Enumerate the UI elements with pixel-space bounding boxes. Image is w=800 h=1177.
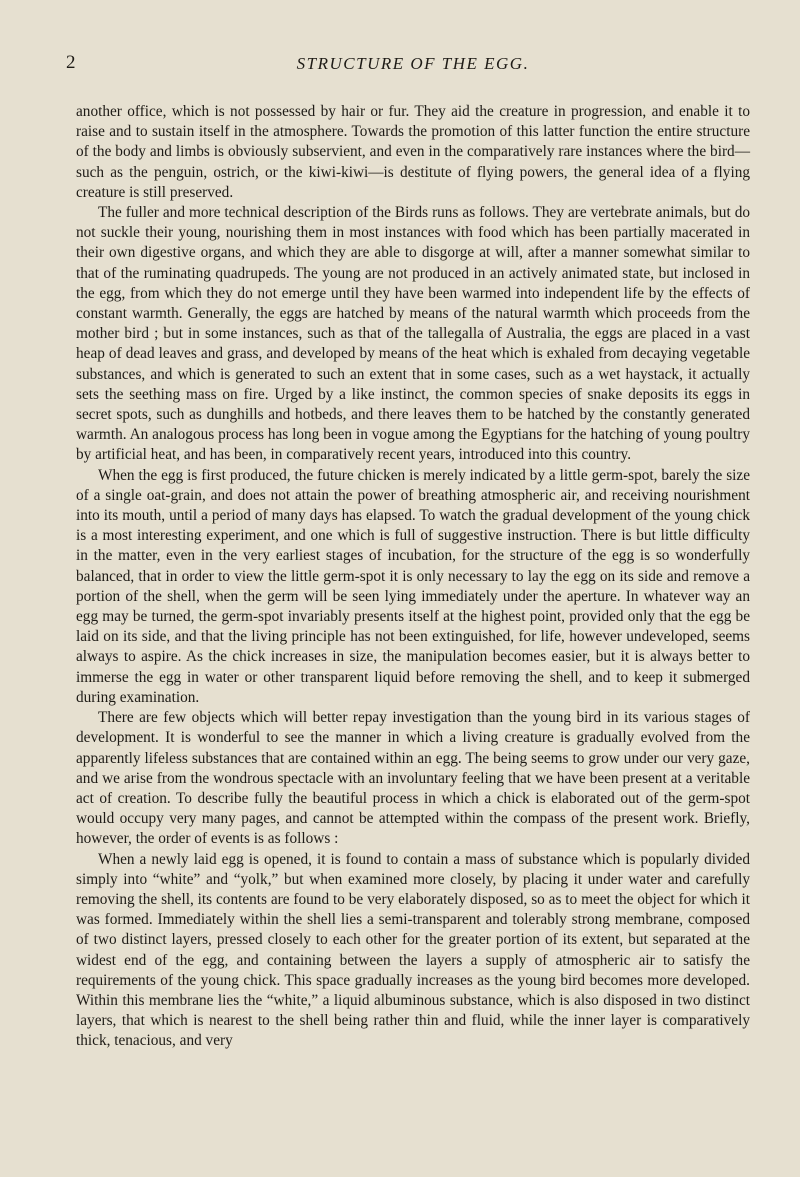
paragraph: When the egg is first produced, the future chicken is merely indicated by a little germ-spot, barely the size of a single oat-grain, and does not attain the power of breathing atmospheric air, and receiving nourishment into its mouth, until a period of many days has elapsed. To watch the gradual development of the young chick is a most interesting experiment, and one which is full of suggestive instruction. There is but little difficulty in the matter, even in the very earliest stages of incubation, for the structure of the egg is so wonderfully balanced, that in order to view the little germ-spot it is only necessary to lay the egg on its side and remove a portion of the shell, when the germ will be seen lying immediately under the aperture. In whatever way an egg may be turned, the germ-spot invariably presents itself at the highest point, provided only that the egg be laid on its side, and that the living principle has not been extinguished, for life, however undeveloped, seems always to aspire. As the chick increases in size, the manipulation becomes easier, but it is always better to immerse the egg in water or other transparent liquid before removing the shell, and to keep it submerged during examination.: [76, 466, 750, 706]
paragraph: There are few objects which will better repay investigation than the young bird in its various stages of development. It is wonderful to see the manner in which a living creature is gradually evolved from the apparently lifeless substances that are contained within an egg. The being seems to grow under our very gaze, and we arise from the wondrous spectacle with an involuntary feeling that we have been present at a veritable act of creation. To describe fully the beautiful process in which a chick is elaborated out of the germ-spot would occupy very many pages, and cannot be attempted within the compass of the present work. Briefly, however, the order of events is as follows :: [76, 709, 750, 848]
paragraph: The fuller and more technical description of the Birds runs as follows. They are vertebrate animals, but do not suckle their young, nourishing them in most instances with food which has been partially macerated in their own digestive organs, and which they are able to disgorge at will, after a manner somewhat similar to that of the ruminating quadrupeds. The young are not produced in an actively animated state, but inclosed in the egg, from which they do not emerge until they have been warmed into independent life by the effects of constant warmth. Generally, the eggs are hatched by means of the natural warmth which proceeds from the mother bird ; but in some instances, such as that of the tallegalla of Australia, the eggs are placed in a vast heap of dead leaves and grass, and developed by means of the heat which is exhaled from decaying vegetable substances, and which is generated to such an extent that in some cases, such as a wet haystack, it actually sets the seething mass on fire. Urged by a like instinct, the common species of snake deposits its eggs in secret spots, such as dunghills and hotbeds, and there leaves them to be hatched by the constantly generated warmth. An analogous process has long been in vogue among the Egyptians for the hatching of young poultry by artificial heat, and has been, in comparatively recent years, introduced into this country.: [76, 204, 750, 464]
body-text: [76, 102, 750, 1052]
paragraph: When a newly laid egg is opened, it is found to contain a mass of substance which is popularly divided simply into “white” and “yolk,” but when examined more closely, by placing it under water and carefully removing the shell, its contents are found to be very elaborately disposed, so as to meet the object for which it was formed. Immediately within the shell lies a semi-transparent and tolerably strong membrane, composed of two distinct layers, pressed closely to each other for the greater portion of its extent, but separated at the widest end of the egg, and containing between the layers a supply of atmospheric air to satisfy the requirements of the young chick. This space gradually increases as the young bird becomes more developed. Within this membrane lies the “white,” a liquid albuminous substance, which is also disposed in two distinct layers, that which is nearest to the shell being rather thin and fluid, while the inner layer is comparatively thick, tenacious, and very: [76, 850, 750, 1050]
page-header: [66, 52, 750, 86]
running-title: STRUCTURE OF THE EGG.: [296, 54, 530, 73]
page-number: 2: [66, 52, 76, 73]
paragraph: another office, which is not possessed by hair or fur. They aid the creature in progression, and enable it to raise and to sustain itself in the atmosphere. Towards the promotion of this latter function the entire structure of the body and limbs is obviously subservient, and even in the comparatively rare instances where the bird—such as the penguin, ostrich, or the kiwi-kiwi—is destitute of flying powers, the general idea of a flying creature is still preserved.: [76, 103, 750, 201]
